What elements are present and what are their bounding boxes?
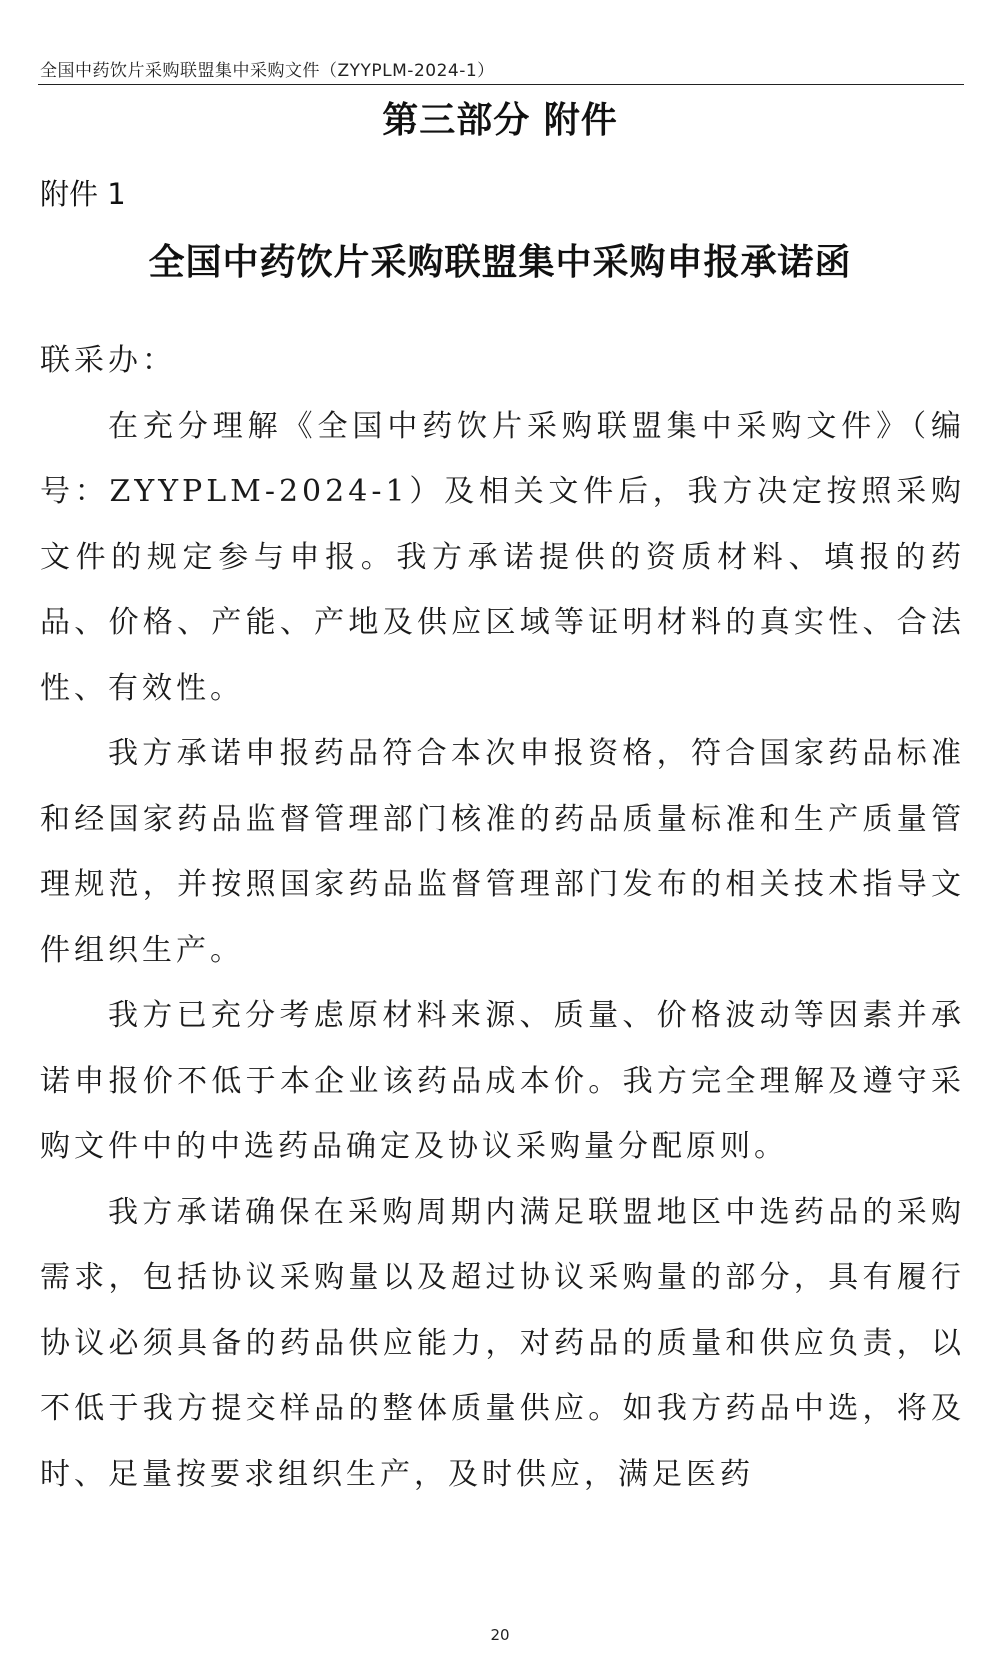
salutation: 联采办： [40, 343, 176, 378]
letter-body [40, 328, 965, 1507]
paragraph: 我方承诺申报药品符合本次申报资格，符合国家药品标准和经国家药品监督管理部门核准的药品质量标准和生产质量管理规范，并按照国家药品监督管理部门发布的相关技术指导文件组织生产。 [40, 736, 965, 968]
paragraph: 在充分理解《全国中药饮片采购联盟集中采购文件》（编号：ZYYPLM-2024-1）及相关文件后，我方决定按照采购文件的规定参与申报。我方承诺提供的资质材料、填报的药品、价格、产能、产地及供应区域等证明材料的真实性、合法性、有效性。 [40, 408, 965, 706]
part-title: 第三部分 附件 [382, 100, 618, 141]
page-number: 20 [490, 1626, 510, 1644]
paragraph: 我方承诺确保在采购周期内满足联盟地区中选药品的采购需求，包括协议采购量以及超过协议采购量的部分，具有履行协议必须具备的药品供应能力，对药品的质量和供应负责，以不低于我方提交样品的整体质量供应。如我方药品中选，将及时、足量按要求组织生产，及时供应，满足医药 [40, 1194, 965, 1492]
running-header: 全国中药饮片采购联盟集中采购文件（ZYYPLM-2024-1） [40, 61, 495, 81]
document-title: 全国中药饮片采购联盟集中采购申报承诺函 [148, 242, 852, 283]
annex-label: 附件 1 [40, 177, 126, 211]
header-divider [38, 84, 964, 85]
paragraph: 我方已充分考虑原材料来源、质量、价格波动等因素并承诺申报价不低于本企业该药品成本价。我方完全理解及遵守采购文件中的中选药品确定及协议采购量分配原则。 [40, 998, 965, 1164]
